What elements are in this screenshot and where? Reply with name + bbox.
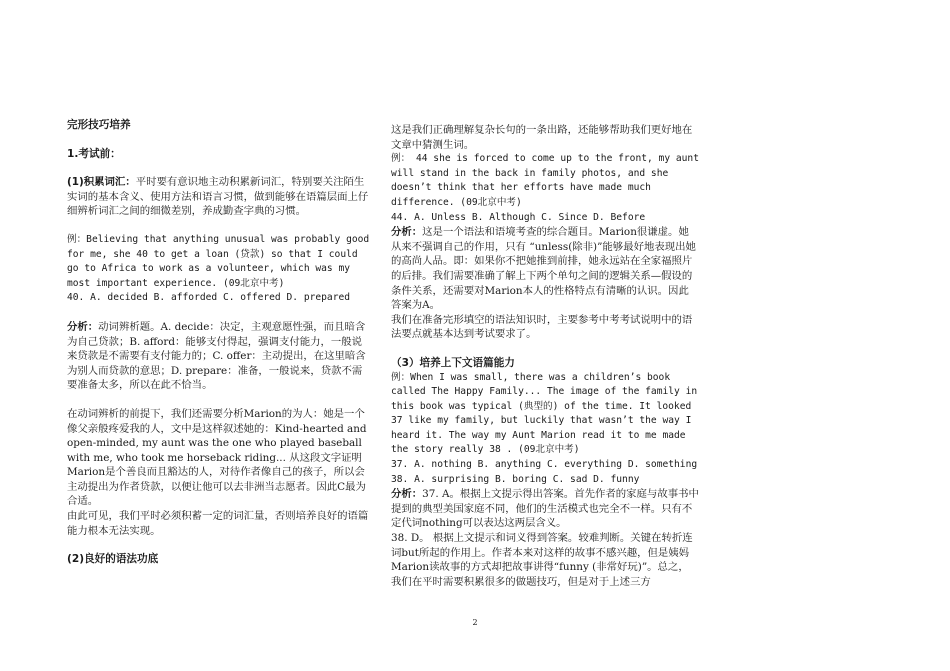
conclusion-paragraph: 由此可见，我们平时必须积蓄一定的词汇量，否则培养良好的语篇能力根本无法实现。 <box>67 510 369 537</box>
section-heading-before-exam: 1.考试前： <box>67 147 121 160</box>
analysis-2-text: 这是一个语法和语境考查的综合题目。Marion很谦虚。她从来不强调自己的作用，只有 “unless(除非)”能够最好地表现出她的高尚人品。即：如果你不把她推到前排，她永远站在全家福照片的后排。我们需要准确了解上下两个单句之间的逻辑关系—假设的条件关系，还需要对Marion本人的性格特点有清晰的认识。因此答案为A。 <box>391 226 696 312</box>
page-number: 2 <box>472 618 478 627</box>
analysis-2-label: 分析： <box>391 226 423 239</box>
analysis-3 <box>391 487 699 531</box>
grammar-heading: (2)良好的语法功底 <box>67 553 159 566</box>
example-2: 例： 44 she is forced to come up to the front, my aunt will stand in the back in family photos, and she doesn’t think that her efforts have made much difference. (09北京中考) <box>391 153 699 208</box>
example-3: 例：When I was small, there was a children’s book called The Happy Family... The image of the family in this book was typical (典型的) of the time. It looked 37 like my family, but luckily that wasn’t the way I heard it. The way my Aunt Marion read it to me made the story really 38 . (09北京中考) <box>391 371 698 456</box>
analysis-1-text: 动词辨析题。A. decide：决定，主观意愿性强，而且暗含为自己贷款；B. afford：能够支付得起，强调支付能力，一般说来贷款是不需要有支付能力的；C. offer：主动提出，在这里暗含为别人而贷款的意思；D. prepare：准备，一般说来，贷款不需要准备太多，所以在此不恰当。 <box>67 320 366 392</box>
vocab-paragraph <box>67 175 370 219</box>
example-3-option-37: 37. A. nothing B. anything C. everything D. something <box>391 459 698 471</box>
vocab-label: (1)积累词汇： <box>67 176 136 189</box>
analysis-2 <box>391 225 699 313</box>
right-column <box>391 123 699 589</box>
context-paragraph: 在动词辨析的前提下，我们还需要分析Marion的为人：她是一个像父亲般疼爱我的人，文中是这样叙述她的：Kind-hearted and open-minded, my aunt was the one who played baseball with me, who took me horseback riding... 从这段文字证明Marion是个善良而且豁达的人，对待作者像自己的孩子，所以会主动提出为作者贷款，以便让他可以去非洲当志愿者。因此C最为合适。 <box>67 407 367 508</box>
analysis-1-label: 分析： <box>67 320 99 333</box>
analysis-3-item-38: 38. D。 根据上文提示和词义得到答案。较难判断。关键在转折连词but所起的作用上。作者本来对这样的故事不感兴趣，但是姨妈Marion读故事的方式却把故事讲得“funny (非常好玩)”。总之，我们在平时需要积累很多的做题技巧，但是对于上述三方 <box>391 532 693 588</box>
grammar-summary: 我们在准备完形填空的语法知识时，主要参考中考考试说明中的语法要点就基本达到考试要求了。 <box>391 313 693 341</box>
vocab-text: 平时要有意识地主动积累新词汇，特别要关注陌生实词的基本含义、使用方法和语言习惯，做到能够在语篇层面上仔细辨析词汇之间的细微差别，养成勤查字典的习惯。 <box>67 176 369 218</box>
analysis-3-text: 37. A。根据上文提示得出答案。首先作者的家庭与故事书中提到的典型美国家庭不同，他们的生活模式也完全不一样。只有不定代词nothing可以表达这两层含义。 <box>391 488 699 530</box>
discourse-heading: （3）培养上下文语篇能力 <box>391 356 515 369</box>
example-3-option-38: 38. A. surprising B. boring C. sad D. funny <box>391 473 640 485</box>
example-1-options: 40. A. decided B. afforded C. offered D. prepared <box>67 292 351 304</box>
analysis-1 <box>67 320 370 393</box>
example-2-options: 44. A. Unless B. Although C. Since D. Before <box>391 211 646 223</box>
analysis-3-label: 分析： <box>391 488 423 501</box>
example-1: 例：Believing that anything unusual was probably good for me, she 40 to get a loan (贷款) so that I could go to Africa to work as a volunteer, which was my most important experience. (09北京中考) <box>67 233 370 289</box>
document-title: 完形技巧培养 <box>67 119 131 131</box>
left-column <box>67 118 370 567</box>
grammar-intro: 这是我们正确理解复杂长句的一条出路，还能够帮助我们更好地在文章中猜测生词。 <box>391 124 693 151</box>
